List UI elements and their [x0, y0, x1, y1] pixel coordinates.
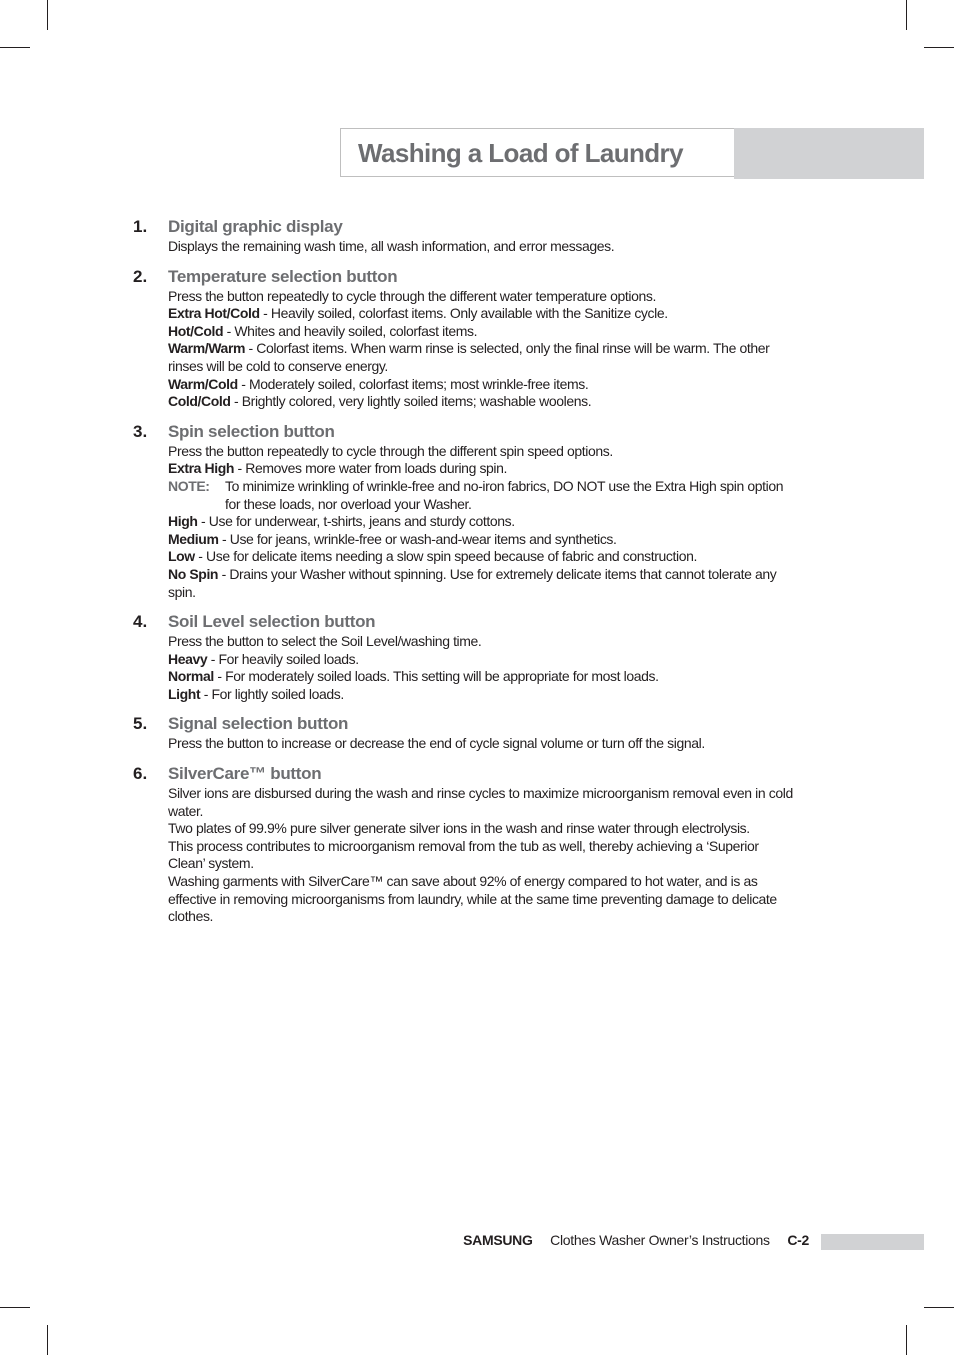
page-footer — [463, 1232, 809, 1248]
item-line — [168, 376, 794, 394]
note-block — [168, 478, 794, 513]
term-label: Hot/Cold — [168, 322, 224, 339]
line-text: - For moderately soiled loads. This setting will be appropriate for most loads. — [213, 668, 659, 685]
item-heading: Signal selection button — [168, 714, 349, 734]
title-accent-bar — [734, 128, 924, 179]
line-text: Washing garments with SilverCare™ can save about 92% of energy compared to hot water, and is as effective in removing microorganisms from laundry, while at the same time preventing damage to delicate clothes. — [168, 873, 777, 925]
item-line — [168, 288, 794, 306]
item-line — [168, 238, 794, 256]
list-item — [130, 763, 794, 926]
footer-accent-bar — [821, 1234, 924, 1250]
item-line — [168, 838, 794, 873]
term-label: Cold/Cold — [168, 393, 231, 410]
crop-mark — [0, 1307, 30, 1308]
item-line — [168, 513, 794, 531]
term-label: Warm/Warm — [168, 340, 246, 357]
crop-mark — [924, 1307, 954, 1308]
line-text: Press the button to select the Soil Level/washing time. — [168, 633, 482, 650]
term-label: Low — [168, 548, 195, 565]
item-number: 1. — [133, 217, 148, 236]
line-text: Press the button to increase or decrease the end of cycle signal volume or turn off the signal. — [168, 735, 705, 752]
item-number: 5. — [133, 714, 148, 734]
list-item — [130, 713, 794, 753]
footer-page-number: C-2 — [787, 1232, 809, 1248]
line-text: - Removes more water from loads during spin. — [234, 460, 508, 477]
item-line — [168, 548, 794, 566]
crop-mark — [906, 0, 907, 30]
item-line — [168, 873, 794, 926]
line-text: - Use for delicate items needing a slow spin speed because of fabric and construction. — [194, 548, 697, 565]
item-number: 4. — [133, 612, 148, 632]
line-text: - Use for underwear, t-shirts, jeans and sturdy cottons. — [197, 513, 515, 530]
item-line — [168, 460, 794, 478]
line-text: - Use for jeans, wrinkle-free or wash-and-wear items and synthetics. — [218, 530, 617, 547]
item-line — [168, 566, 794, 601]
crop-mark — [0, 47, 30, 48]
term-label: Extra High — [168, 460, 235, 477]
crop-mark — [47, 1325, 48, 1355]
line-text: - Heavily soiled, colorfast items. Only available with the Sanitize cycle. — [259, 305, 668, 322]
line-text: - Moderately soiled, colorfast items; most wrinkle-free items. — [237, 375, 589, 392]
list-item — [130, 266, 794, 411]
item-number: 2. — [133, 266, 148, 286]
list-item — [130, 216, 794, 256]
line-text: This process contributes to microorganism removal from the tub as well, thereby achieving a ‘Superior Clean’ system. — [168, 837, 759, 872]
item-line — [168, 531, 794, 549]
note-label: NOTE: — [168, 477, 210, 494]
line-text: Press the button repeatedly to cycle through the different spin speed options. — [168, 442, 613, 459]
line-text: - Drains your Washer without spinning. Use for extremely delicate items that cannot tolerate any spin. — [168, 565, 777, 600]
term-label: Light — [168, 685, 201, 702]
item-line — [168, 785, 794, 820]
item-heading: Soil Level selection button — [168, 612, 376, 632]
crop-mark — [47, 0, 48, 30]
item-line — [168, 340, 794, 375]
term-label: Medium — [168, 530, 219, 547]
item-heading: Digital graphic display — [168, 217, 343, 236]
list-item — [130, 611, 794, 703]
item-heading: SilverCare™ button — [168, 764, 322, 784]
line-text: Displays the remaining wash time, all wash information, and error messages. — [168, 238, 615, 254]
item-number: 6. — [133, 764, 148, 784]
item-line — [168, 820, 794, 838]
line-text: Silver ions are disbursed during the wash and rinse cycles to maximize microorganism removal even in cold water. — [168, 785, 793, 819]
item-line — [168, 651, 794, 669]
line-text: Press the button repeatedly to cycle through the different water temperature options. — [168, 287, 656, 304]
item-line — [168, 633, 794, 651]
line-text: - For heavily soiled loads. — [207, 650, 359, 667]
term-label: No Spin — [168, 565, 219, 582]
line-text: Two plates of 99.9% pure silver generate silver ions in the wash and rinse water through electrolysis. — [168, 820, 750, 837]
item-line — [168, 443, 794, 461]
item-heading: Spin selection button — [168, 421, 335, 441]
term-label: Warm/Cold — [168, 375, 238, 392]
footer-doc-title: Clothes Washer Owner’s Instructions — [550, 1232, 770, 1248]
item-line — [168, 686, 794, 704]
crop-mark — [924, 47, 954, 48]
item-number: 3. — [133, 421, 148, 441]
term-label: Extra Hot/Cold — [168, 305, 260, 322]
item-line — [168, 668, 794, 686]
instruction-list — [130, 216, 794, 936]
crop-mark — [906, 1325, 907, 1355]
note-text: To minimize wrinkling of wrinkle-free and no-iron fabrics, DO NOT use the Extra High spin option for these loads, nor overload your Washer. — [225, 477, 784, 512]
line-text: - Whites and heavily soiled, colorfast items. — [223, 322, 478, 339]
term-label: Heavy — [168, 650, 208, 667]
line-text: - For lightly soiled loads. — [200, 685, 344, 702]
item-heading: Temperature selection button — [168, 266, 398, 286]
item-line — [168, 393, 794, 411]
item-line — [168, 323, 794, 341]
term-label: Normal — [168, 668, 214, 685]
item-line — [168, 735, 794, 753]
title-box — [340, 128, 734, 177]
list-item — [130, 421, 794, 601]
line-text: - Brightly colored, very lightly soiled items; washable woolens. — [230, 393, 592, 410]
term-label: High — [168, 513, 198, 530]
page-title: Washing a Load of Laundry — [358, 138, 683, 168]
item-line — [168, 305, 794, 323]
footer-brand: SAMSUNG — [463, 1232, 533, 1248]
line-text: - Colorfast items. When warm rinse is selected, only the final rinse will be warm. The other rinses will be cold to conserve energy. — [168, 340, 770, 374]
